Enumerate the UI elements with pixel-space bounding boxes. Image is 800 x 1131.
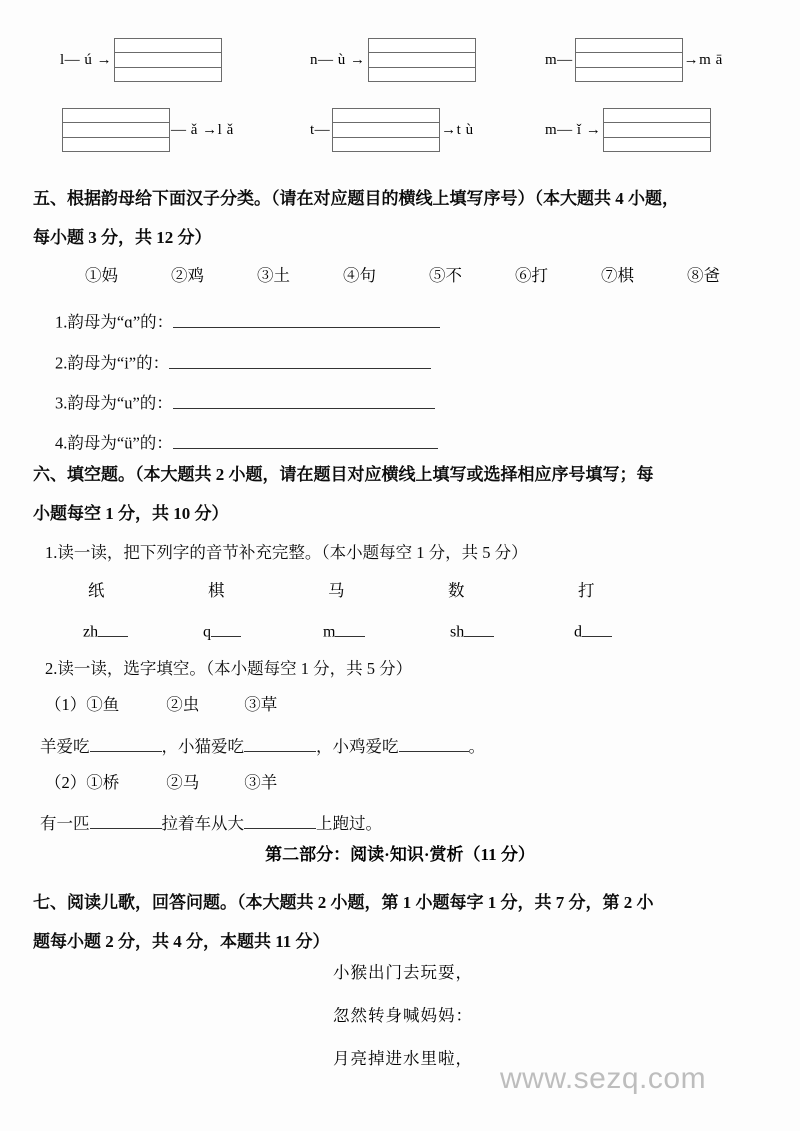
pinyin-four-line-box[interactable] [575, 38, 683, 82]
sub2-group2-sentence [40, 814, 382, 833]
pinyin-item-left-label: n— ù → [310, 51, 366, 68]
option-item[interactable]: ⑥打 [515, 266, 548, 285]
section-five-question-4 [55, 432, 438, 452]
pinyin-item-left-label: m— [545, 51, 573, 68]
initial-cell[interactable] [574, 622, 612, 641]
section-six-heading-line2: 小题每空 1 分，共 10 分） [33, 504, 229, 523]
pinyin-box-cell [63, 138, 169, 151]
option-item[interactable]: ⑤不 [429, 266, 462, 285]
sentence-part: 拉着车从大 [161, 814, 244, 834]
character-cell: 马 [328, 581, 345, 600]
option-item[interactable]: ②鸡 [171, 266, 204, 285]
option-item[interactable]: ④句 [343, 266, 376, 285]
group1-label: （1） [45, 695, 87, 714]
pinyin-box-cell [604, 109, 710, 123]
question-text: 4.韵母为“ü”的： [55, 433, 173, 453]
option-item[interactable]: ②虫 [166, 695, 200, 714]
pinyin-four-line-box[interactable] [332, 108, 440, 152]
option-item[interactable]: ①妈 [85, 266, 118, 285]
sub2-group2-options [45, 775, 277, 792]
pinyin-box-cell [115, 39, 221, 53]
option-item[interactable]: ③草 [244, 695, 278, 714]
pinyin-box-cell [333, 109, 439, 123]
pinyin-grid-item [545, 108, 780, 152]
pinyin-blank[interactable] [211, 622, 241, 637]
sub1-character-row [88, 583, 595, 600]
initial-cell[interactable] [323, 622, 450, 641]
initial-cell[interactable] [450, 622, 574, 641]
pinyin-box-cell [115, 68, 221, 81]
sub2-group1-options [45, 697, 277, 714]
pinyin-grid-exercise [0, 0, 800, 175]
pinyin-item-right-label: →t ù [441, 121, 474, 138]
sentence-part: 有一匹 [40, 814, 90, 834]
sentence-part: ，小鸡爱吃 [316, 737, 399, 757]
initial-text: m [323, 623, 336, 641]
answer-blank[interactable] [90, 814, 162, 829]
pinyin-box-cell [333, 138, 439, 151]
group2-label: （2） [45, 773, 87, 792]
character-cell: 数 [448, 581, 465, 600]
pinyin-grid-item [545, 38, 780, 82]
pinyin-item-left-label: m— ǐ → [545, 121, 602, 138]
option-item[interactable]: ⑦棋 [601, 266, 634, 285]
pinyin-grid-item [60, 108, 310, 152]
section-five-heading-line2: 每小题 3 分，共 12 分） [33, 228, 212, 247]
initial-text: zh [83, 623, 99, 641]
pinyin-four-line-box[interactable] [368, 38, 476, 82]
pinyin-four-line-box[interactable] [62, 108, 170, 152]
option-item[interactable]: ⑧爸 [687, 266, 720, 285]
site-watermark: www.sezq.com [500, 1062, 707, 1095]
pinyin-blank[interactable] [335, 622, 365, 637]
pinyin-box-cell [604, 138, 710, 151]
pinyin-grid-item [60, 38, 310, 82]
pinyin-item-left-label: l— ú → [60, 51, 113, 68]
answer-blank[interactable] [399, 737, 469, 752]
pinyin-blank[interactable] [98, 622, 128, 637]
question-text: 1.韵母为“ɑ”的： [55, 312, 174, 332]
initial-cell[interactable] [203, 622, 323, 641]
section-six-sub2-prompt: 2.读一读，选字填空。（本小题每空 1 分，共 5 分） [45, 659, 413, 678]
initial-text: d [574, 623, 582, 641]
sub1-initials-row [83, 622, 612, 641]
pinyin-item-right-label: — ǎ →l ǎ [171, 121, 234, 138]
sentence-part: 羊爱吃 [40, 737, 90, 757]
pinyin-box-cell [63, 123, 169, 137]
song-line: 忽然转身喊妈妈： [333, 1006, 473, 1025]
character-cell: 纸 [88, 581, 105, 600]
pinyin-item-left-label: t— [310, 121, 331, 138]
pinyin-four-line-box[interactable] [114, 38, 222, 82]
sentence-part: 上跑过。 [316, 814, 382, 834]
option-item[interactable]: ③土 [257, 266, 290, 285]
pinyin-grid-item [310, 38, 545, 82]
initial-cell[interactable] [83, 622, 203, 641]
initial-text: q [203, 623, 211, 641]
sub2-group1-sentence [40, 737, 485, 756]
sentence-part: ，小猫爱吃 [161, 737, 244, 757]
answer-blank[interactable] [90, 737, 162, 752]
pinyin-box-cell [369, 68, 475, 81]
pinyin-four-line-box[interactable] [603, 108, 711, 152]
answer-blank[interactable] [173, 311, 440, 328]
song-line: 小猴出门去玩耍， [333, 963, 473, 982]
pinyin-grid-item [310, 108, 545, 152]
section-seven-heading-line1: 七、阅读儿歌，回答问题。（本大题共 2 小题，第 1 小题每字 1 分，共 7 分，第 2 小 [33, 893, 654, 912]
section-six-heading-line1: 六、填空题。（本大题共 2 小题，请在题目对应横线上填写或选择相应序号填写；每 [33, 465, 654, 484]
initial-text: sh [450, 623, 465, 641]
pinyin-grid-row [60, 38, 780, 82]
section-five-heading-line1: 五、根据韵母给下面汉子分类。（请在对应题目的横线上填写序号）（本大题共 4 小题， [33, 189, 679, 208]
option-item[interactable]: ③羊 [244, 773, 278, 792]
pinyin-item-right-label: →m ā [683, 51, 723, 68]
pinyin-blank[interactable] [464, 622, 494, 637]
part-two-title: 第二部分：阅读·知识·赏析（11 分） [265, 845, 535, 864]
option-item[interactable]: ①鱼 [86, 695, 120, 714]
pinyin-box-cell [115, 53, 221, 67]
section-five-question-1 [55, 311, 440, 331]
answer-blank[interactable] [244, 737, 316, 752]
option-item[interactable]: ①桥 [86, 773, 120, 792]
pinyin-blank[interactable] [582, 622, 612, 637]
pinyin-grid-row [60, 108, 780, 152]
pinyin-box-cell [63, 109, 169, 123]
character-cell: 打 [578, 581, 595, 600]
question-text: 2.韵母为“i”的： [55, 353, 170, 373]
pinyin-box-cell [369, 39, 475, 53]
answer-blank[interactable] [169, 352, 431, 369]
section-six-sub1-prompt: 1.读一读，把下列字的音节补充完整。（本小题每空 1 分，共 5 分） [45, 543, 528, 562]
question-text: 3.韵母为“u”的： [55, 393, 173, 413]
pinyin-box-cell [576, 68, 682, 81]
section-seven-heading-line2: 题每小题 2 分，共 4 分，本题共 11 分） [33, 932, 330, 951]
pinyin-box-cell [576, 39, 682, 53]
pinyin-box-cell [333, 123, 439, 137]
answer-blank[interactable] [173, 432, 438, 449]
pinyin-box-cell [604, 123, 710, 137]
option-item[interactable]: ②马 [166, 773, 200, 792]
pinyin-box-cell [369, 53, 475, 67]
section-five-question-2 [55, 352, 431, 372]
sentence-part: 。 [468, 737, 485, 757]
pinyin-box-cell [576, 53, 682, 67]
answer-blank[interactable] [173, 392, 435, 409]
section-five-question-3 [55, 392, 435, 412]
character-cell: 棋 [208, 581, 225, 600]
song-line: 月亮掉进水里啦， [333, 1049, 473, 1068]
answer-blank[interactable] [244, 814, 316, 829]
section-five-options [85, 268, 720, 285]
